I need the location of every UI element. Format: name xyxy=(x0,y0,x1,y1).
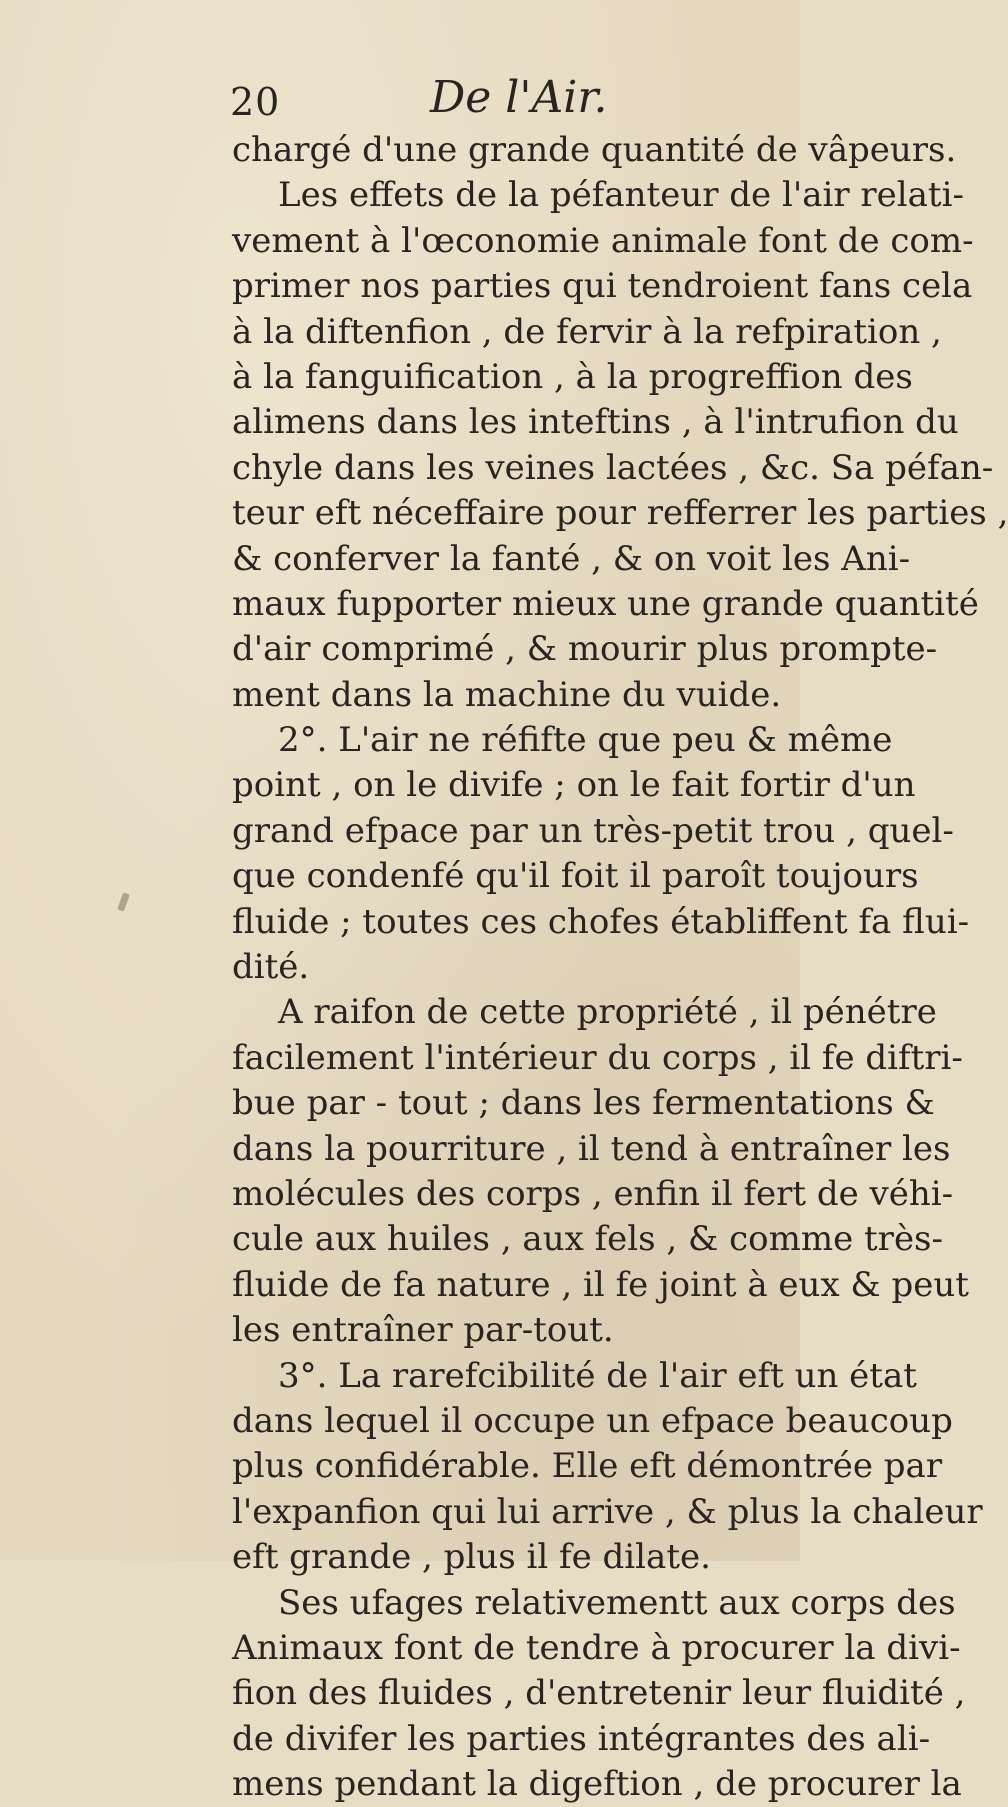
margin-mark xyxy=(117,892,130,911)
text-line: les entraîner par-tout. xyxy=(232,1310,614,1351)
text-line: chyle dans les veines lactées , &c. Sa péfan- xyxy=(232,447,994,488)
text-line: facilement l'intérieur du corps , il fe diftri- xyxy=(232,1037,963,1078)
text-line: 3°. La rarefcibilité de l'air eft un état xyxy=(278,1355,917,1396)
text-line: maux fupporter mieux une grande quantité xyxy=(232,583,979,624)
text-line: ment dans la machine du vuide. xyxy=(232,674,782,715)
text-line: Les effets de la péfanteur de l'air relati- xyxy=(278,175,964,216)
text-line: plus confidérable. Elle eft démontrée par xyxy=(232,1446,943,1487)
text-line: alimens dans les inteftins , à l'intrufion du xyxy=(232,402,959,443)
text-line: dans lequel il occupe un efpace beaucoup xyxy=(232,1400,953,1441)
text-line: Ses ufages relativementt aux corps des xyxy=(278,1582,956,1623)
text-line: de divifer les parties intégrantes des ali- xyxy=(232,1718,931,1759)
running-title: De l'Air. xyxy=(430,72,608,123)
text-line: eft grande , plus il fe dilate. xyxy=(232,1537,711,1578)
text-line: l'expanfion qui lui arrive , & plus la chaleur xyxy=(232,1491,983,1532)
text-line: à la fanguification , à la progreffion des xyxy=(232,356,913,397)
text-line: mens pendant la digeftion , de procurer la xyxy=(232,1764,962,1805)
text-line: point , on le divife ; on le fait fortir d'un xyxy=(232,765,916,806)
text-line: dité. xyxy=(232,947,310,988)
text-line: bue par - tout ; dans les fermentations & xyxy=(232,1083,935,1124)
text-line: cule aux huiles , aux fels , & comme très- xyxy=(232,1219,943,1260)
text-line: primer nos parties qui tendroient fans cela xyxy=(232,266,973,307)
text-line: A raifon de cette propriété , il pénétre xyxy=(278,992,937,1033)
text-line: d'air comprimé , & mourir plus prompte- xyxy=(232,629,938,670)
text-line: 2°. L'air ne réfifte que peu & même xyxy=(278,720,893,761)
text-line: à la diftenfion , de fervir à la refpiration , xyxy=(232,311,942,352)
text-line: Animaux font de tendre à procurer la divi- xyxy=(232,1627,961,1668)
text-line: teur eft néceffaire pour refferrer les parties , xyxy=(232,493,1008,534)
text-line: fion des fluides , d'entretenir leur fluidité , xyxy=(232,1673,966,1714)
text-line: molécules des corps , enfin il fert de véhi- xyxy=(232,1173,954,1214)
page-header xyxy=(230,72,790,130)
page-number: 20 xyxy=(230,80,281,124)
text-line: chargé d'une grande quantité de vâpeurs. xyxy=(232,130,957,170)
text-line: & conferver la fanté , & on voit les Ani- xyxy=(232,538,911,579)
text-line: que condenfé qu'il foit il paroît toujours xyxy=(232,856,919,897)
text-line: vement à l'œconomie animale font de com- xyxy=(232,220,974,261)
text-line: fluide ; toutes ces chofes établiffent fa flui- xyxy=(232,901,970,942)
text-line: dans la pourriture , il tend à entraîner les xyxy=(232,1128,951,1169)
text-line: fluide de fa nature , il fe joint à eux & peut xyxy=(232,1264,969,1305)
body-text xyxy=(232,128,1008,1807)
text-line: grand efpace par un très-petit trou , quel- xyxy=(232,810,954,851)
